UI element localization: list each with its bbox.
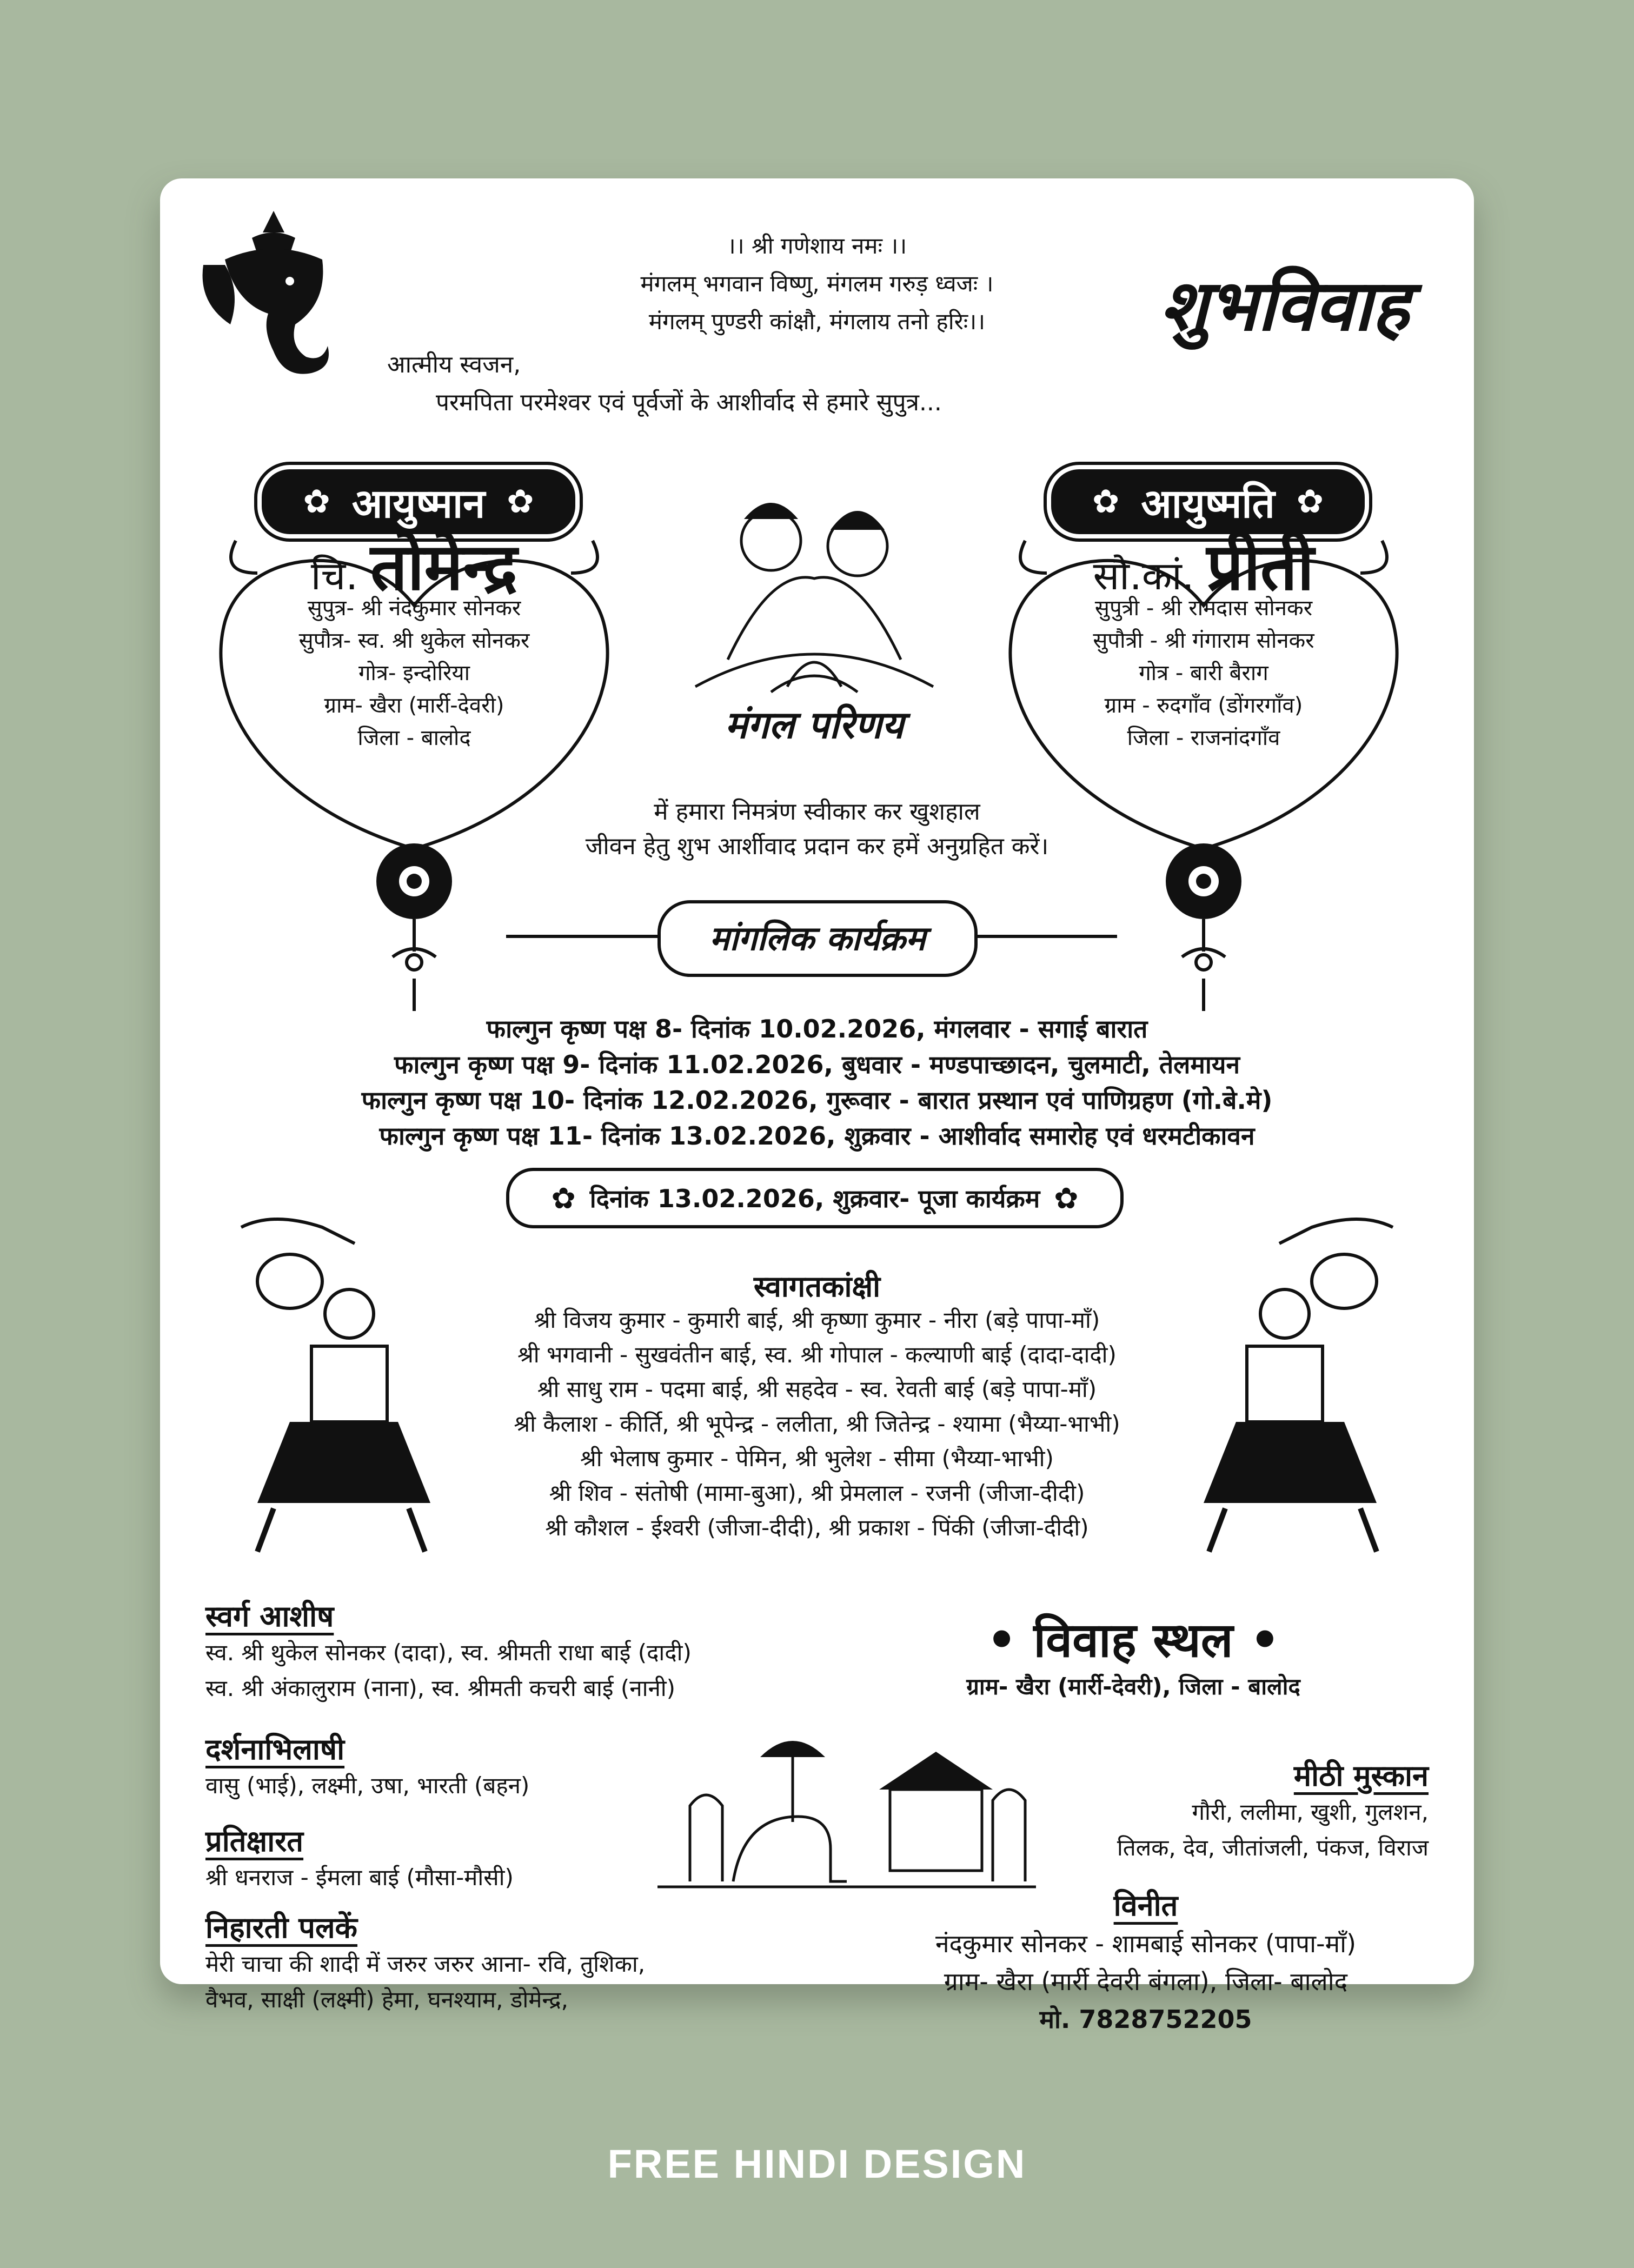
bride-details xyxy=(993,530,1414,754)
bride-line: गोत्र - बारी बैराग xyxy=(1139,661,1268,686)
bride-line: जिला - राजनांदगाँव xyxy=(1127,726,1280,750)
mithi-line: तिलक, देव, जीतांजली, पंकज, विराज xyxy=(1117,1834,1429,1861)
swarg-line: स्व. श्री अंकालुराम (नाना), स्व. श्रीमती कचरी बाई (नानी) xyxy=(205,1675,676,1701)
welcome-line: श्री भेलाष कुमार - पेमिन, श्री भुलेश - सीमा (भैय्या-भाभी) xyxy=(580,1445,1054,1472)
darshan-text: वासु (भाई), लक्ष्मी, उषा, भारती (बहन) xyxy=(205,1772,530,1799)
bride-prefix: सौ.कां. xyxy=(1093,553,1194,598)
shubh-vivah-text: शुभविवाह xyxy=(1160,264,1410,347)
welcome-line: श्री भगवानी - सुखवंतीन बाई, स्व. श्री गोपाल - कल्याणी बाई (दादा-दादी) xyxy=(517,1341,1117,1368)
invite-text xyxy=(539,795,1095,864)
program-item: फाल्गुन कृष्ण पक्ष 10- दिनांक 12.02.2026, गुरूवार - बारात प्रस्थान एवं पाणिग्रहण (गो.बे.मे) xyxy=(361,1086,1273,1115)
footer-label: FREE HINDI DESIGN xyxy=(607,2141,1027,2186)
mithi-title: मीठी मुस्कान xyxy=(1293,1759,1429,1793)
niharti-line: वैभव, साक्षी (लक्ष्मी) हेमा, घनश्याम, डोमेन्द्र, xyxy=(205,1986,568,2013)
darshan-title: दर्शनाभिलाषी xyxy=(205,1732,345,1766)
program-title: मांगलिक कार्यक्रम xyxy=(657,900,978,977)
venue-title-text: विवाह स्थल xyxy=(1033,1612,1233,1668)
mantra-line: मंगलम् पुण्डरी कांक्षौ, मंगलाय तनो हरिः।। xyxy=(648,308,986,335)
flower-icon: ✿ xyxy=(303,483,330,521)
welcome-line: श्री कौशल - ईश्वरी (जीजा-दीदी), श्री प्रकाश - पिंकी (जीजा-दीदी) xyxy=(545,1514,1089,1541)
flower-icon: ✿ xyxy=(1092,483,1120,521)
vinit-line: नंदकुमार सोनकर - शामबाई सोनकर (पापा-माँ) xyxy=(935,1929,1357,1958)
groom-badge-label: आयुष्मान xyxy=(351,480,486,527)
vinit-title: विनीत xyxy=(1113,1888,1178,1923)
flower-icon xyxy=(1166,843,1241,919)
flower-icon: ✿ xyxy=(1296,483,1324,521)
mantra-line: ।। श्री गणेशाय नमः ।। xyxy=(727,232,907,259)
bride-badge-label: आयुष्मति xyxy=(1141,480,1275,527)
groom-prefix: चि. xyxy=(310,553,358,598)
puja-text: दिनांक 13.02.2026, शुक्रवार- पूजा कार्यक्रम xyxy=(589,1184,1040,1213)
welcome-list xyxy=(160,1303,1474,1545)
bride-line: सुपौत्री - श्री गंगाराम सोनकर xyxy=(1093,628,1314,653)
welcome-title: स्वागतकांक्षी xyxy=(753,1269,881,1303)
welcome-line: श्री विजय कुमार - कुमारी बाई, श्री कृष्णा कुमार - नीरा (बड़े पापा-माँ) xyxy=(534,1307,1100,1333)
groom-details xyxy=(203,530,625,754)
groom-line: ग्राम- खैरा (मार्री-देवरी) xyxy=(324,693,504,718)
welcome-line: श्री कैलाश - कीर्ति, श्री भूपेन्द्र - ललीता, श्री जितेन्द्र - श्यामा (भैय्या-भाभी) xyxy=(514,1411,1120,1437)
flower-icon: ✿ xyxy=(1054,1181,1079,1215)
venue-block xyxy=(863,1606,1404,1701)
groom-line: गोत्र- इन्दोरिया xyxy=(358,661,470,686)
vinit-block xyxy=(863,1887,1429,2038)
flower-icon: ✿ xyxy=(507,483,534,521)
mangal-parinay-logo: मंगल परिणय xyxy=(725,703,904,747)
vinit-line: ग्राम- खैरा (मार्री देवरी बंगला), जिला- बालोद xyxy=(944,1967,1348,1996)
invitation-card xyxy=(160,178,1474,2034)
mantra-line: मंगलम् भगवान विष्णु, मंगलम गरुड़ ध्वजः । xyxy=(640,270,994,297)
swarg-title: स्वर्ग आशीष xyxy=(205,1599,334,1633)
mithi-line: गौरी, ललीमा, खुशी, गुलशन, xyxy=(1192,1799,1429,1825)
mithi-block xyxy=(863,1754,1429,1866)
program-list xyxy=(160,1011,1474,1154)
shubh-vivah-title xyxy=(1133,243,1436,368)
swarg-line: स्व. श्री थुकेल सोनकर (दादा), स्व. श्रीमती राधा बाई (दादी) xyxy=(205,1639,692,1666)
groom-name: तोमेन्द्र xyxy=(370,530,518,605)
groom-line: जिला - बालोद xyxy=(357,726,471,750)
greeting: आत्मीय स्वजन, xyxy=(387,351,521,378)
bride-line: ग्राम - रुदगाँव (डोंगरगाँव) xyxy=(1104,693,1303,718)
couple-illustration xyxy=(663,481,966,708)
groom-line: सुपुत्र- श्री नंदकुमार सोनकर xyxy=(307,596,521,621)
venue-address: ग्राम- खैरा (मार्री-देवरी), जिला - बालोद xyxy=(966,1673,1300,1700)
intro-block xyxy=(387,346,942,422)
bride-title xyxy=(993,530,1414,605)
vinit-phone: मो. 7828752205 xyxy=(1039,2005,1252,2034)
pratiksha-title: प्रतिक्षारत xyxy=(205,1824,304,1858)
pratiksha-text: श्री धनराज - ईमला बाई (मौसा-मौसी) xyxy=(205,1864,514,1891)
flower-icon xyxy=(376,843,452,919)
program-item: फाल्गुन कृष्ण पक्ष 11- दिनांक 13.02.2026, शुक्रवार - आशीर्वाद समारोह एवं धरमटीकावन xyxy=(379,1121,1255,1150)
intro-line: परमपिता परमेश्वर एवं पूर्वजों के आशीर्वाद से हमारे सुपुत्र... xyxy=(436,389,942,416)
invite-line: में हमारा निमत्रंण स्वीकार कर खुशहाल xyxy=(654,798,980,826)
bride-line: सुपुत्री - श्री रामदास सोनकर xyxy=(1094,596,1313,621)
flower-icon: ✿ xyxy=(551,1181,576,1215)
program-item: फाल्गुन कृष्ण पक्ष 8- दिनांक 10.02.2026, मंगलवार - सगाई बारात xyxy=(486,1014,1148,1043)
welcome-line: श्री शिव - संतोषी (मामा-बुआ), श्री प्रेमलाल - रजनी (जीजा-दीदी) xyxy=(549,1480,1085,1506)
venue-title: • विवाह स्थल • xyxy=(986,1612,1280,1668)
program-item: फाल्गुन कृष्ण पक्ष 9- दिनांक 11.02.2026, बुधवार - मण्डपाच्छादन, चुलमाटी, तेलमायन xyxy=(394,1050,1240,1079)
groom-line: सुपौत्र- स्व. श्री थुकेल सोनकर xyxy=(298,628,530,653)
groom-title xyxy=(203,530,625,605)
welcome-line: श्री साधु राम - पदमा बाई, श्री सहदेव - स्व. रेवती बाई (बड़े पापा-माँ) xyxy=(537,1376,1097,1402)
puja-badge xyxy=(506,1168,1124,1228)
niharti-line: मेरी चाचा की शादी में जरुर जरुर आना- रवि, तुशिका, xyxy=(205,1951,646,1977)
invite-line: जीवन हेतु शुभ आर्शीवाद प्रदान कर हमें अनुग्रहित करें। xyxy=(585,833,1049,860)
niharti-title: निहारती पलकें xyxy=(205,1911,358,1945)
bride-name: प्रीती xyxy=(1206,530,1314,605)
